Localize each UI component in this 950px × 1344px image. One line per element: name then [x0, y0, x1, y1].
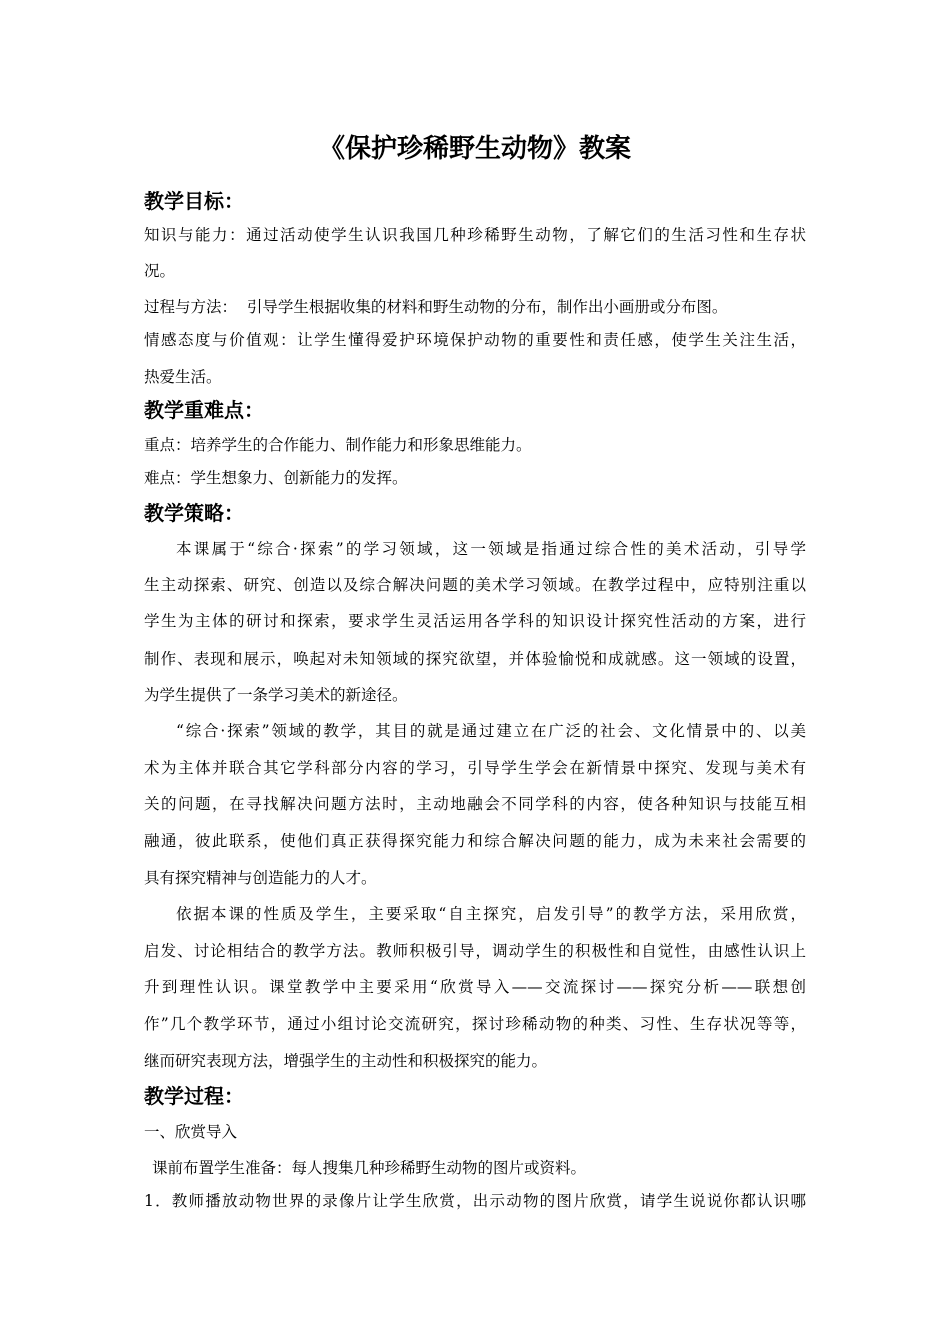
strategy-line: 为学生提供了一条学习美术的新途径。 [144, 686, 408, 704]
strategy-heading: 教学策略： [144, 501, 244, 525]
key-points-line: 重点：培养学生的合作能力、制作能力和形象思维能力。 [144, 436, 532, 454]
strategy-line: 融通，彼此联系，使他们真正获得探究能力和综合解决问题的能力，成为未来社会需要的 [144, 832, 806, 850]
objectives-line: 过程与方法： 引导学生根据收集的材料和野生动物的分布，制作出小画册或分布图。 [144, 298, 728, 316]
strategy-line: 学生为主体的研讨和探索，要求学生灵活运用各学科的知识设计探究性活动的方案，进行 [144, 612, 806, 630]
document-title: 《保护珍稀野生动物》教案 [318, 134, 631, 164]
strategy-line: “综合·探索”领域的教学，其目的就是通过建立在广泛的社会、文化情景中的、以美 [176, 722, 806, 740]
objectives-line: 热爱生活。 [144, 368, 222, 386]
objectives-line: 况。 [144, 262, 176, 280]
strategy-line: 关的问题，在寻找解决问题方法时，主动地融会不同学科的内容，使各种知识与技能互相 [144, 795, 806, 813]
strategy-line: 制作、表现和展示，唤起对未知领域的探究欲望，并体验愉悦和成就感。这一领域的设置， [144, 650, 806, 668]
process-line: 一、欣赏导入 [144, 1123, 238, 1141]
objectives-heading: 教学目标： [144, 189, 244, 213]
objectives-line: 情感态度与价值观：让学生懂得爱护环境保护动物的重要性和责任感，使学生关注生活， [144, 331, 806, 349]
strategy-line: 依据本课的性质及学生，主要采取“自主探究，启发引导”的教学方法，采用欣赏， [176, 905, 806, 923]
key-points-line: 难点：学生想象力、创新能力的发挥。 [144, 469, 408, 487]
strategy-line: 启发、讨论相结合的教学方法。教师积极引导，调动学生的积极性和自觉性，由感性认识上 [144, 942, 806, 960]
strategy-line: 本课属于“综合·探索”的学习领域，这一领域是指通过综合性的美术活动，引导学 [176, 540, 806, 558]
strategy-line: 作”几个教学环节，通过小组讨论交流研究，探讨珍稀动物的种类、习性、生存状况等等， [144, 1015, 806, 1033]
strategy-line: 具有探究精神与创造能力的人才。 [144, 869, 377, 887]
strategy-line: 术为主体并联合其它学科部分内容的学习，引导学生学会在新情景中探究、发现与美术有 [144, 759, 806, 777]
objectives-line: 知识与能力：通过活动使学生认识我国几种珍稀野生动物，了解它们的生活习性和生存状 [144, 226, 806, 244]
strategy-line: 升到理性认识。课堂教学中主要采用“欣赏导入——交流探讨——探究分析——联想创 [144, 978, 806, 996]
key-points-heading: 教学重难点： [144, 398, 264, 422]
strategy-line: 继而研究表现方法，增强学生的主动性和积极探究的能力。 [144, 1052, 548, 1070]
process-line: 课前布置学生准备：每人搜集几种珍稀野生动物的图片或资料。 [152, 1159, 587, 1177]
process-heading: 教学过程： [144, 1084, 244, 1108]
strategy-line: 生主动探索、研究、创造以及综合解决问题的美术学习领域。在教学过程中，应特别注重以 [144, 576, 806, 594]
process-line: 1．教师播放动物世界的录像片让学生欣赏，出示动物的图片欣赏，请学生说说你都认识哪 [144, 1192, 806, 1210]
